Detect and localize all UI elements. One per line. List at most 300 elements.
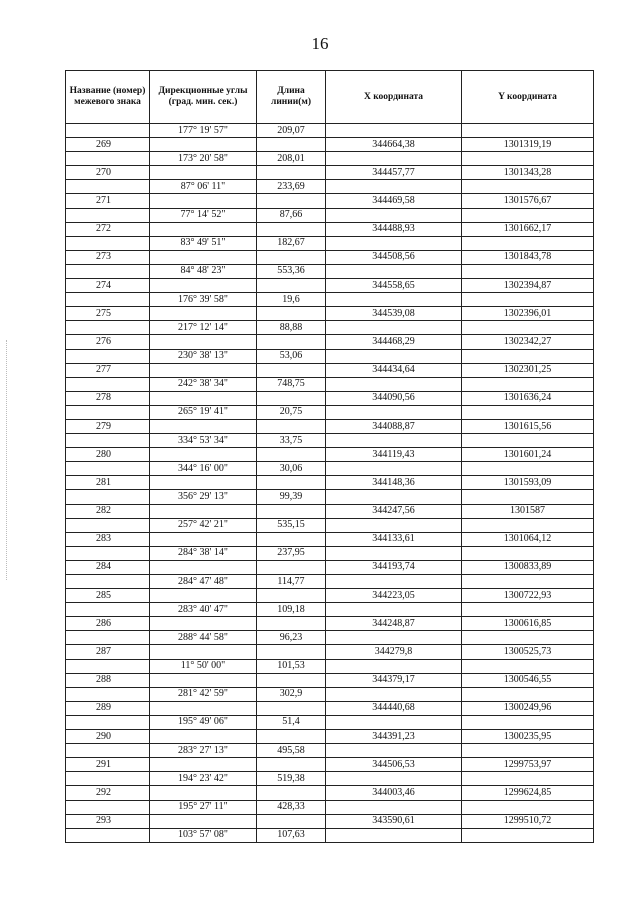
- cell-y-coordinate: [462, 744, 594, 758]
- table-row: [66, 589, 594, 603]
- cell-direction-angle: [150, 786, 257, 800]
- cell-direction-angle: 283° 40' 47": [150, 603, 257, 617]
- table-row: [66, 617, 594, 631]
- table-row: [66, 659, 594, 673]
- table-row: [66, 800, 594, 814]
- cell-x-coordinate: [326, 377, 462, 391]
- cell-x-coordinate: [326, 631, 462, 645]
- cell-mark-name: [66, 377, 150, 391]
- cell-x-coordinate: [326, 687, 462, 701]
- cell-mark-name: [66, 236, 150, 250]
- margin-stamp-mark: [6, 340, 8, 580]
- table-row: [66, 462, 594, 476]
- cell-line-length: [257, 814, 326, 828]
- cell-direction-angle: [150, 448, 257, 462]
- cell-line-length: [257, 307, 326, 321]
- table-row: [66, 701, 594, 715]
- cell-direction-angle: 281° 42' 59": [150, 687, 257, 701]
- cell-y-coordinate: 1300722,93: [462, 589, 594, 603]
- cell-y-coordinate: 1301319,19: [462, 138, 594, 152]
- cell-direction-angle: [150, 307, 257, 321]
- cell-direction-angle: [150, 617, 257, 631]
- table-row: [66, 194, 594, 208]
- cell-mark-name: 272: [66, 222, 150, 236]
- cell-mark-name: [66, 744, 150, 758]
- cell-mark-name: 279: [66, 419, 150, 433]
- header-row: [66, 71, 594, 124]
- cell-x-coordinate: [326, 546, 462, 560]
- cell-line-length: 20,75: [257, 405, 326, 419]
- cell-x-coordinate: 344223,05: [326, 589, 462, 603]
- cell-y-coordinate: [462, 236, 594, 250]
- cell-x-coordinate: 344469,58: [326, 194, 462, 208]
- cell-y-coordinate: 1302301,25: [462, 363, 594, 377]
- header-direction-angle: Дирекционные углы (град. мин. сек.): [150, 71, 257, 124]
- cell-x-coordinate: [326, 321, 462, 335]
- table-row: [66, 138, 594, 152]
- cell-line-length: 101,53: [257, 659, 326, 673]
- header-line-length: Длина линии(м): [257, 71, 326, 124]
- cell-mark-name: 275: [66, 307, 150, 321]
- cell-y-coordinate: 1301593,09: [462, 476, 594, 490]
- table-row: [66, 631, 594, 645]
- cell-y-coordinate: 1302342,27: [462, 335, 594, 349]
- cell-direction-angle: [150, 701, 257, 715]
- cell-mark-name: 281: [66, 476, 150, 490]
- cell-mark-name: 271: [66, 194, 150, 208]
- cell-y-coordinate: [462, 264, 594, 278]
- cell-y-coordinate: [462, 124, 594, 138]
- cell-mark-name: 285: [66, 589, 150, 603]
- cell-direction-angle: 103° 57' 08": [150, 828, 257, 842]
- table-row: [66, 490, 594, 504]
- cell-y-coordinate: 1302394,87: [462, 279, 594, 293]
- cell-y-coordinate: 1301601,24: [462, 448, 594, 462]
- cell-x-coordinate: [326, 772, 462, 786]
- cell-direction-angle: [150, 589, 257, 603]
- cell-mark-name: 282: [66, 504, 150, 518]
- cell-direction-angle: [150, 335, 257, 349]
- cell-mark-name: [66, 659, 150, 673]
- cell-y-coordinate: [462, 377, 594, 391]
- table-row: [66, 673, 594, 687]
- cell-mark-name: [66, 208, 150, 222]
- cell-mark-name: [66, 321, 150, 335]
- cell-mark-name: 293: [66, 814, 150, 828]
- cell-x-coordinate: 344003,46: [326, 786, 462, 800]
- cell-x-coordinate: [326, 744, 462, 758]
- cell-line-length: 96,23: [257, 631, 326, 645]
- cell-mark-name: [66, 631, 150, 645]
- cell-y-coordinate: 1300833,89: [462, 560, 594, 574]
- cell-direction-angle: [150, 166, 257, 180]
- cell-y-coordinate: [462, 434, 594, 448]
- cell-y-coordinate: 1300616,85: [462, 617, 594, 631]
- cell-x-coordinate: 344379,17: [326, 673, 462, 687]
- cell-line-length: [257, 786, 326, 800]
- table-row: [66, 180, 594, 194]
- table-row: [66, 250, 594, 264]
- cell-mark-name: 277: [66, 363, 150, 377]
- cell-mark-name: [66, 462, 150, 476]
- cell-y-coordinate: 1301662,17: [462, 222, 594, 236]
- cell-direction-angle: 242° 38' 34": [150, 377, 257, 391]
- cell-x-coordinate: [326, 715, 462, 729]
- cell-direction-angle: 230° 38' 13": [150, 349, 257, 363]
- cell-direction-angle: 257° 42' 21": [150, 518, 257, 532]
- cell-x-coordinate: [326, 349, 462, 363]
- cell-direction-angle: [150, 532, 257, 546]
- cell-x-coordinate: 344440,68: [326, 701, 462, 715]
- cell-y-coordinate: 1299624,85: [462, 786, 594, 800]
- cell-y-coordinate: 1300249,96: [462, 701, 594, 715]
- cell-direction-angle: 87° 06' 11": [150, 180, 257, 194]
- cell-line-length: [257, 701, 326, 715]
- table-row: [66, 448, 594, 462]
- cell-line-length: [257, 250, 326, 264]
- table-row: [66, 321, 594, 335]
- cell-direction-angle: [150, 814, 257, 828]
- cell-direction-angle: 11° 50' 00": [150, 659, 257, 673]
- table-row: [66, 645, 594, 659]
- cell-line-length: [257, 730, 326, 744]
- table-row: [66, 687, 594, 701]
- cell-x-coordinate: 344558,65: [326, 279, 462, 293]
- cell-y-coordinate: 1301587: [462, 504, 594, 518]
- cell-y-coordinate: [462, 828, 594, 842]
- cell-y-coordinate: [462, 659, 594, 673]
- cell-y-coordinate: 1301576,67: [462, 194, 594, 208]
- table-row: [66, 603, 594, 617]
- cell-line-length: 114,77: [257, 575, 326, 589]
- cell-line-length: 30,06: [257, 462, 326, 476]
- cell-direction-angle: 334° 53' 34": [150, 434, 257, 448]
- cell-x-coordinate: [326, 462, 462, 476]
- cell-x-coordinate: [326, 518, 462, 532]
- cell-line-length: 209,07: [257, 124, 326, 138]
- cell-direction-angle: 344° 16' 00": [150, 462, 257, 476]
- cell-y-coordinate: 1302396,01: [462, 307, 594, 321]
- cell-line-length: 428,33: [257, 800, 326, 814]
- cell-x-coordinate: 344279,8: [326, 645, 462, 659]
- cell-direction-angle: 77° 14' 52": [150, 208, 257, 222]
- cell-direction-angle: 195° 27' 11": [150, 800, 257, 814]
- cell-x-coordinate: 344434,64: [326, 363, 462, 377]
- cell-mark-name: [66, 546, 150, 560]
- table-row: [66, 363, 594, 377]
- cell-direction-angle: 194° 23' 42": [150, 772, 257, 786]
- cell-mark-name: 291: [66, 758, 150, 772]
- cell-direction-angle: 176° 39' 58": [150, 293, 257, 307]
- cell-line-length: [257, 617, 326, 631]
- header-mark-name: Название (номер) межевого знака: [66, 71, 150, 124]
- table-row: [66, 434, 594, 448]
- cell-direction-angle: 195° 49' 06": [150, 715, 257, 729]
- cell-x-coordinate: 344488,93: [326, 222, 462, 236]
- table-row: [66, 786, 594, 800]
- cell-mark-name: 269: [66, 138, 150, 152]
- table-row: [66, 575, 594, 589]
- cell-x-coordinate: 344119,43: [326, 448, 462, 462]
- header-y-coordinate: Y координата: [462, 71, 594, 124]
- cell-y-coordinate: [462, 293, 594, 307]
- table-row: [66, 772, 594, 786]
- cell-x-coordinate: 344539,08: [326, 307, 462, 321]
- cell-mark-name: [66, 715, 150, 729]
- cell-direction-angle: [150, 419, 257, 433]
- cell-y-coordinate: 1301636,24: [462, 391, 594, 405]
- cell-mark-name: 280: [66, 448, 150, 462]
- cell-direction-angle: [150, 730, 257, 744]
- cell-line-length: 519,38: [257, 772, 326, 786]
- cell-y-coordinate: [462, 546, 594, 560]
- cell-direction-angle: 283° 27' 13": [150, 744, 257, 758]
- table-row: [66, 504, 594, 518]
- coordinates-table: [65, 70, 594, 843]
- cell-x-coordinate: [326, 293, 462, 307]
- cell-line-length: 19,6: [257, 293, 326, 307]
- table-row: [66, 560, 594, 574]
- cell-direction-angle: 173° 20' 58": [150, 152, 257, 166]
- cell-line-length: [257, 645, 326, 659]
- cell-line-length: 233,69: [257, 180, 326, 194]
- table-row: [66, 476, 594, 490]
- cell-y-coordinate: [462, 349, 594, 363]
- page-number: 16: [311, 34, 329, 53]
- cell-y-coordinate: [462, 800, 594, 814]
- cell-line-length: [257, 589, 326, 603]
- table-row: [66, 532, 594, 546]
- cell-line-length: 53,06: [257, 349, 326, 363]
- cell-direction-angle: [150, 391, 257, 405]
- cell-direction-angle: 84° 48' 23": [150, 264, 257, 278]
- cell-direction-angle: 356° 29' 13": [150, 490, 257, 504]
- cell-mark-name: 287: [66, 645, 150, 659]
- cell-x-coordinate: [326, 434, 462, 448]
- cell-y-coordinate: [462, 631, 594, 645]
- cell-x-coordinate: 344391,23: [326, 730, 462, 744]
- cell-mark-name: 273: [66, 250, 150, 264]
- cell-y-coordinate: 1299510,72: [462, 814, 594, 828]
- cell-mark-name: [66, 687, 150, 701]
- cell-direction-angle: [150, 222, 257, 236]
- cell-line-length: [257, 448, 326, 462]
- cell-mark-name: [66, 293, 150, 307]
- cell-y-coordinate: 1300235,95: [462, 730, 594, 744]
- table-row: [66, 293, 594, 307]
- cell-line-length: 182,67: [257, 236, 326, 250]
- cell-direction-angle: [150, 279, 257, 293]
- cell-mark-name: 283: [66, 532, 150, 546]
- cell-mark-name: [66, 152, 150, 166]
- cell-mark-name: 292: [66, 786, 150, 800]
- cell-x-coordinate: 344088,87: [326, 419, 462, 433]
- cell-mark-name: 284: [66, 560, 150, 574]
- cell-mark-name: 289: [66, 701, 150, 715]
- cell-x-coordinate: 344247,56: [326, 504, 462, 518]
- cell-x-coordinate: [326, 264, 462, 278]
- header-x-coordinate: X координата: [326, 71, 462, 124]
- cell-mark-name: [66, 264, 150, 278]
- cell-line-length: [257, 391, 326, 405]
- cell-x-coordinate: 344148,36: [326, 476, 462, 490]
- cell-y-coordinate: [462, 490, 594, 504]
- cell-direction-angle: [150, 138, 257, 152]
- cell-line-length: [257, 222, 326, 236]
- table-row: [66, 222, 594, 236]
- cell-y-coordinate: 1301064,12: [462, 532, 594, 546]
- cell-x-coordinate: 344090,56: [326, 391, 462, 405]
- cell-mark-name: 270: [66, 166, 150, 180]
- cell-mark-name: [66, 828, 150, 842]
- cell-x-coordinate: [326, 405, 462, 419]
- cell-mark-name: 288: [66, 673, 150, 687]
- cell-x-coordinate: [326, 828, 462, 842]
- cell-x-coordinate: [326, 490, 462, 504]
- cell-mark-name: [66, 349, 150, 363]
- cell-y-coordinate: 1301615,56: [462, 419, 594, 433]
- cell-line-length: [257, 504, 326, 518]
- cell-x-coordinate: [326, 124, 462, 138]
- cell-mark-name: 290: [66, 730, 150, 744]
- cell-line-length: 87,66: [257, 208, 326, 222]
- cell-x-coordinate: 344468,29: [326, 335, 462, 349]
- table-row: [66, 152, 594, 166]
- cell-line-length: [257, 194, 326, 208]
- cell-x-coordinate: [326, 208, 462, 222]
- cell-line-length: 237,95: [257, 546, 326, 560]
- cell-x-coordinate: 344508,56: [326, 250, 462, 264]
- cell-x-coordinate: [326, 800, 462, 814]
- cell-x-coordinate: [326, 575, 462, 589]
- cell-line-length: [257, 166, 326, 180]
- cell-line-length: 88,88: [257, 321, 326, 335]
- cell-x-coordinate: 343590,61: [326, 814, 462, 828]
- cell-y-coordinate: [462, 575, 594, 589]
- table-row: [66, 236, 594, 250]
- cell-x-coordinate: 344457,77: [326, 166, 462, 180]
- cell-mark-name: [66, 772, 150, 786]
- cell-mark-name: [66, 800, 150, 814]
- cell-direction-angle: 217° 12' 14": [150, 321, 257, 335]
- cell-direction-angle: [150, 758, 257, 772]
- table-row: [66, 828, 594, 842]
- cell-y-coordinate: [462, 687, 594, 701]
- table-row: [66, 730, 594, 744]
- cell-mark-name: [66, 490, 150, 504]
- cell-mark-name: [66, 518, 150, 532]
- cell-x-coordinate: 344506,53: [326, 758, 462, 772]
- cell-direction-angle: [150, 194, 257, 208]
- cell-mark-name: [66, 575, 150, 589]
- cell-line-length: 107,63: [257, 828, 326, 842]
- cell-y-coordinate: [462, 321, 594, 335]
- cell-line-length: 748,75: [257, 377, 326, 391]
- cell-direction-angle: [150, 250, 257, 264]
- cell-line-length: [257, 532, 326, 546]
- cell-x-coordinate: 344248,87: [326, 617, 462, 631]
- table-row: [66, 814, 594, 828]
- cell-y-coordinate: [462, 772, 594, 786]
- cell-line-length: [257, 279, 326, 293]
- cell-mark-name: [66, 434, 150, 448]
- cell-y-coordinate: 1300525,73: [462, 645, 594, 659]
- table-row: [66, 377, 594, 391]
- table-header: [66, 71, 594, 124]
- cell-direction-angle: 265° 19' 41": [150, 405, 257, 419]
- cell-y-coordinate: [462, 152, 594, 166]
- cell-y-coordinate: 1301343,28: [462, 166, 594, 180]
- cell-x-coordinate: [326, 180, 462, 194]
- cell-direction-angle: [150, 363, 257, 377]
- cell-line-length: [257, 138, 326, 152]
- cell-x-coordinate: [326, 236, 462, 250]
- cell-y-coordinate: 1299753,97: [462, 758, 594, 772]
- table-row: [66, 518, 594, 532]
- cell-y-coordinate: [462, 180, 594, 194]
- cell-line-length: 302,9: [257, 687, 326, 701]
- cell-line-length: 495,58: [257, 744, 326, 758]
- table-row: [66, 758, 594, 772]
- table-row: [66, 744, 594, 758]
- table-row: [66, 715, 594, 729]
- table-row: [66, 349, 594, 363]
- cell-mark-name: [66, 405, 150, 419]
- cell-direction-angle: [150, 645, 257, 659]
- cell-mark-name: [66, 180, 150, 194]
- table-row: [66, 166, 594, 180]
- cell-direction-angle: [150, 476, 257, 490]
- cell-line-length: [257, 419, 326, 433]
- cell-x-coordinate: 344133,61: [326, 532, 462, 546]
- cell-y-coordinate: [462, 715, 594, 729]
- cell-y-coordinate: [462, 603, 594, 617]
- cell-x-coordinate: [326, 659, 462, 673]
- cell-line-length: [257, 476, 326, 490]
- cell-y-coordinate: [462, 518, 594, 532]
- cell-y-coordinate: [462, 462, 594, 476]
- cell-mark-name: [66, 603, 150, 617]
- cell-mark-name: [66, 124, 150, 138]
- cell-direction-angle: 83° 49' 51": [150, 236, 257, 250]
- cell-y-coordinate: 1301843,78: [462, 250, 594, 264]
- cell-line-length: [257, 758, 326, 772]
- table-row: [66, 405, 594, 419]
- cell-direction-angle: 288° 44' 58": [150, 631, 257, 645]
- cell-line-length: 208,01: [257, 152, 326, 166]
- cell-mark-name: 274: [66, 279, 150, 293]
- cell-mark-name: 278: [66, 391, 150, 405]
- table-row: [66, 546, 594, 560]
- cell-line-length: 99,39: [257, 490, 326, 504]
- table-row: [66, 307, 594, 321]
- table-row: [66, 419, 594, 433]
- cell-line-length: 535,15: [257, 518, 326, 532]
- cell-x-coordinate: [326, 603, 462, 617]
- table-body: [66, 124, 594, 843]
- cell-direction-angle: [150, 560, 257, 574]
- cell-x-coordinate: 344664,38: [326, 138, 462, 152]
- cell-line-length: [257, 560, 326, 574]
- cell-line-length: 553,36: [257, 264, 326, 278]
- cell-direction-angle: 177° 19' 57": [150, 124, 257, 138]
- cell-direction-angle: [150, 504, 257, 518]
- cell-line-length: [257, 673, 326, 687]
- cell-direction-angle: 284° 47' 48": [150, 575, 257, 589]
- cell-y-coordinate: 1300546,55: [462, 673, 594, 687]
- table-row: [66, 264, 594, 278]
- cell-line-length: 51,4: [257, 715, 326, 729]
